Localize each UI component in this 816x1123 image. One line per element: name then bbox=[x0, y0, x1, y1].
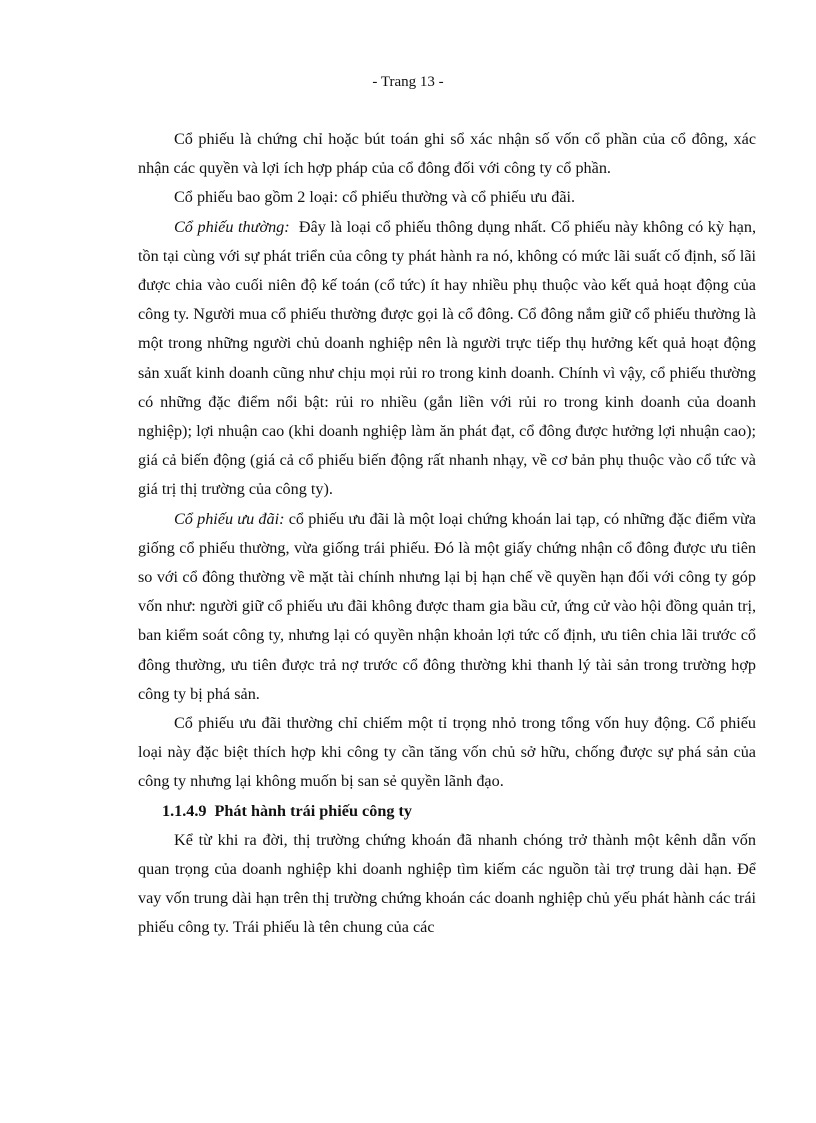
paragraph-preferred-share: Cổ phiếu ưu đãi thường chỉ chiếm một tỉ trọng nhỏ trong tổng vốn huy động. Cổ phiếu loại này đặc biệt thích hợp khi công ty cần tăng vốn chủ sở hữu, chống được sự phá sản của công ty nhưng lại không muốn bị san sẻ quyền lãnh đạo. bbox=[138, 714, 756, 791]
page-number: - Trang 13 - bbox=[372, 74, 444, 90]
term-common-stock: Cổ phiếu thường: bbox=[174, 217, 290, 236]
paragraph-common-stock bbox=[138, 213, 756, 505]
paragraph-definition: Cổ phiếu là chứng chỉ hoặc bút toán ghi sổ xác nhận số vốn cổ phần của cổ đông, xác nhận các quyền và lợi ích hợp pháp của cổ đông đối với công ty cổ phần. bbox=[138, 130, 756, 178]
section-heading bbox=[138, 797, 756, 826]
paragraph-types: Cổ phiếu bao gồm 2 loại: cổ phiếu thường và cổ phiếu ưu đãi. bbox=[174, 188, 576, 207]
term-preferred-stock: Cổ phiếu ưu đãi: bbox=[174, 509, 285, 528]
paragraph-common-stock-text: Đây là loại cổ phiếu thông dụng nhất. Cổ phiếu này không có kỳ hạn, tồn tại cùng với sự phát triển của công ty phát hành ra nó, không có mức lãi suất cố định, số lãi được chia vào cuối niên độ kế toán (cổ tức) ít hay nhiều phụ thuộc vào kết quả hoạt động của công ty. Người mua cổ phiếu thường được gọi là cổ đông. Cổ đông nắm giữ cổ phiếu thường là một trong những người chủ doanh nghiệp nên là người trực tiếp thụ hưởng kết quả hoạt động sản xuất kinh doanh cũng như chịu mọi rủi ro trong kinh doanh. Chính vì vậy, cổ phiếu thường có những đặc điểm nổi bật: rủi ro nhiều (gắn liền với rủi ro trong kinh doanh của doanh nghiệp); lợi nhuận cao (khi doanh nghiệp làm ăn phát đạt, cổ đông được hưởng lợi nhuận cao); giá cả biến động (giá cả cổ phiếu biến động rất nhanh nhạy, về cơ bản phụ thuộc vào cổ tức và giá trị thị trường của công ty). bbox=[138, 217, 756, 499]
paragraph-bonds: Kể từ khi ra đời, thị trường chứng khoán đã nhanh chóng trở thành một kênh dẫn vốn quan trọng của doanh nghiệp khi doanh nghiệp tìm kiếm các nguồn tài trợ trung dài hạn. Để vay vốn trung dài hạn trên thị trường chứng khoán các doanh nghiệp chủ yếu phát hành các trái phiếu công ty. Trái phiếu là tên chung của các bbox=[138, 830, 756, 937]
paragraph-preferred-stock bbox=[138, 505, 756, 709]
section-number: 1.1.4.9 bbox=[162, 801, 207, 820]
section-title: Phát hành trái phiếu công ty bbox=[214, 801, 412, 820]
document-body bbox=[138, 125, 756, 943]
paragraph-preferred-stock-text: cổ phiếu ưu đãi là một loại chứng khoán lai tạp, có những đặc điểm vừa giống cổ phiếu thường, vừa giống trái phiếu. Đó là một giấy chứng nhận cổ đông được ưu tiên so với cổ đông thường về mặt tài chính nhưng lại bị hạn chế về quyền hạn đối với công ty góp vốn như: người giữ cổ phiếu ưu đãi không được tham gia bầu cử, ứng cử vào hội đồng quản trị, ban kiểm soát công ty, nhưng lại có quyền nhận khoản lợi tức cố định, ưu tiên chia lãi trước cổ đông thường, ưu tiên được trả nợ trước cổ đông thường khi thanh lý tài sản trong trường hợp công ty bị phá sản. bbox=[138, 509, 756, 703]
